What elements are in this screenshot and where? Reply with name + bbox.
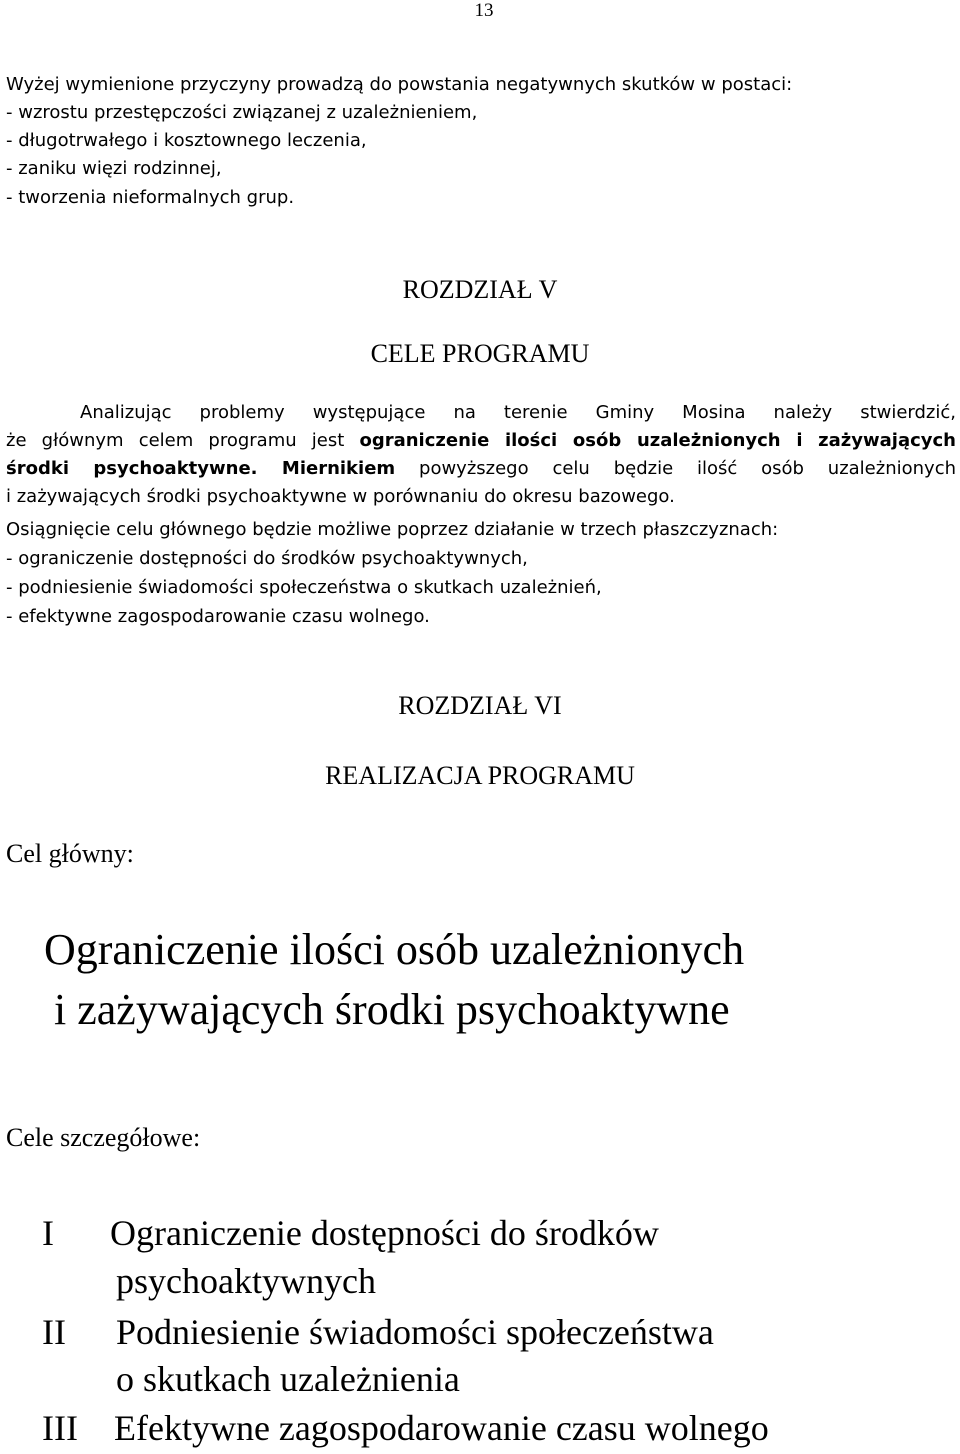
intro-item: - wzrostu przestępczości związanej z uzależnieniem, [6,102,478,123]
goal-text: psychoaktywnych [116,1261,376,1301]
main-goal-line: Ograniczenie ilości osób uzależnionych [44,925,745,974]
intro-item: - długotrwałego i kosztownego leczenia, [6,130,367,151]
paragraph-line [6,427,956,455]
specific-goals-label: Cele szczegółowe: [6,1123,201,1152]
paragraph-line: Analizując problemy występujące na terenie Gminy Mosina należy stwierdzić, [80,402,956,423]
chapter-heading: ROZDZIAŁ V [402,275,558,304]
intro-lead: Wyżej wymienione przyczyny prowadzą do powstania negatywnych skutków w postaci: [6,74,793,95]
goal-text: Efektywne zagospodarowanie czasu wolnego [114,1408,769,1448]
intro-item: - zaniku więzi rodzinnej, [6,158,222,179]
list-item: - podniesienie świadomości społeczeństwa o skutkach uzależnień, [6,577,602,598]
chapter-title: REALIZACJA PROGRAMU [325,761,635,790]
paragraph-line [6,455,956,483]
chapter-title: CELE PROGRAMU [370,339,590,368]
intro-item: - tworzenia nieformalnych grup. [6,187,295,208]
goal-text: Podniesienie świadomości społeczeństwa [116,1312,714,1352]
goal-number: III [42,1408,78,1448]
paragraph-line: Osiągnięcie celu głównego będzie możliwe poprzez działanie w trzech płaszczyznach: [6,519,779,540]
paragraph-text: że głównym celem programu jest [6,430,360,451]
goal-text: o skutkach uzależnienia [116,1359,460,1399]
list-item: - efektywne zagospodarowanie czasu wolnego. [6,606,430,627]
paragraph-bold-text: środki psychoaktywne. [6,458,258,479]
goal-number: II [42,1312,66,1352]
goal-number: I [42,1213,54,1253]
list-item: - ograniczenie dostępności do środków psychoaktywnych, [6,548,528,569]
goal-text: Ograniczenie dostępności do środków [110,1213,659,1253]
main-goal-line: i zażywających środki psychoaktywne [54,985,730,1034]
paragraph-bold-text: Miernikiem [257,458,396,479]
paragraph-line: i zażywających środki psychoaktywne w porównaniu do okresu bazowego. [6,486,675,507]
paragraph-bold-text: ograniczenie ilości osób uzależnionych i zażywających [359,430,956,451]
paragraph-text: powyższego celu będzie ilość osób uzależnionych [395,458,956,479]
page-number: 13 [474,0,494,21]
chapter-heading: ROZDZIAŁ VI [398,691,562,720]
main-goal-label: Cel główny: [6,839,134,868]
